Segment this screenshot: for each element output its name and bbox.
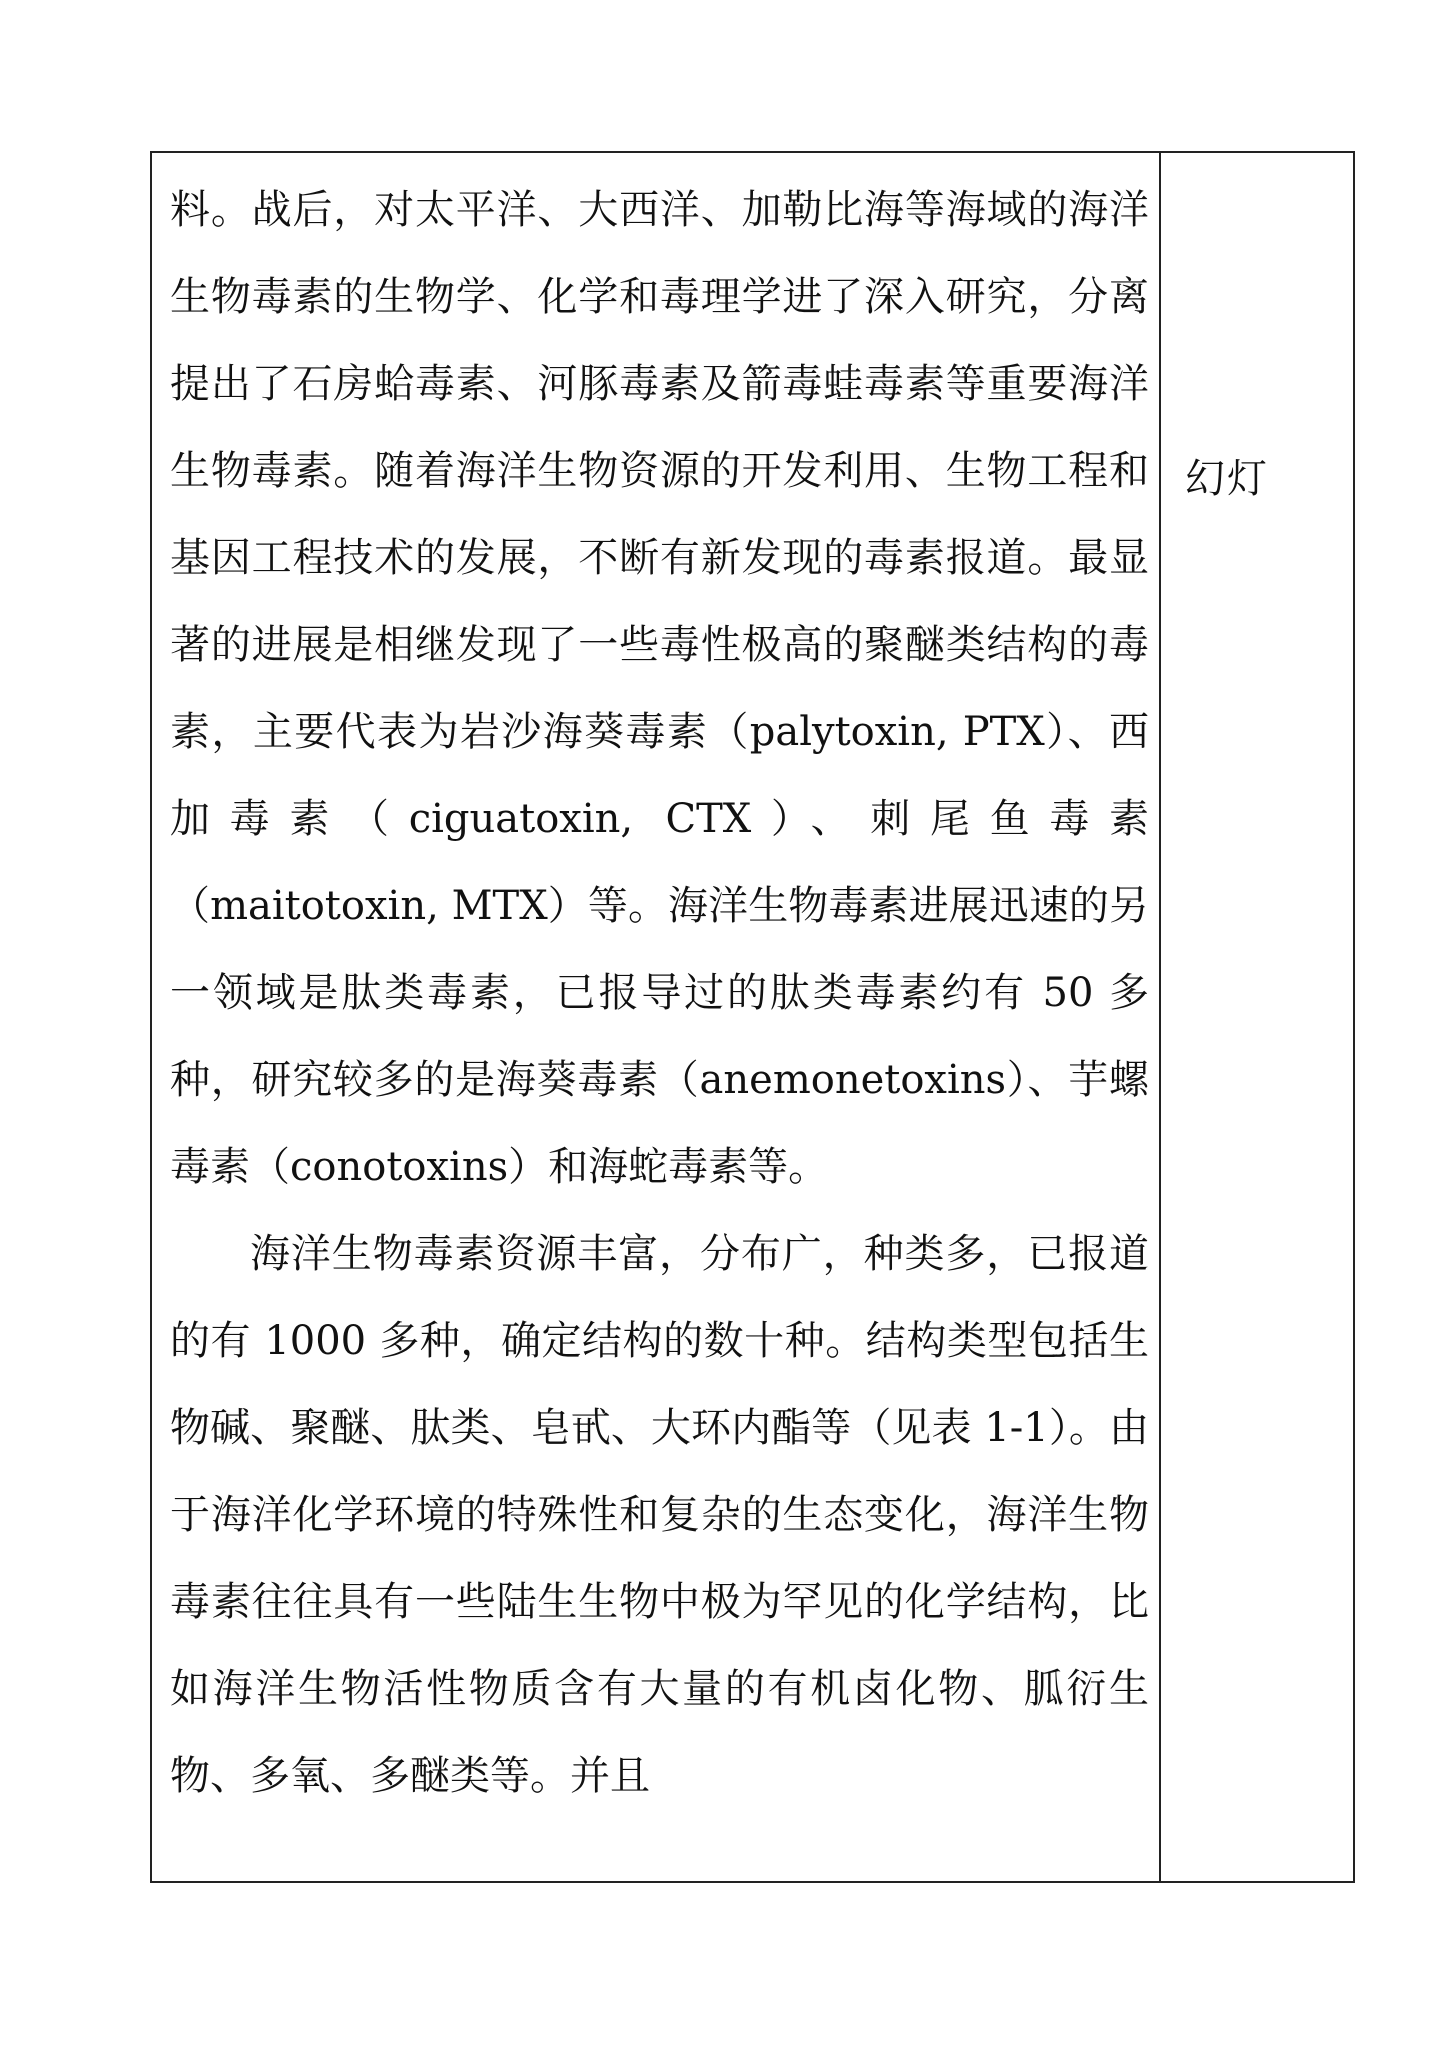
side-label: 幻灯 [1185,456,1269,502]
lesson-table [150,151,1355,1883]
paragraph-resources: 海洋生物毒素资源丰富，分布广，种类多，已报道的有 1000 多种，确定结构的数十种。结构类型包括生物碱、聚醚、肽类、皂甙、大环内酯等（见表 1-1）。由于海洋化学环境的特殊性和复杂的生态变化，海洋生物毒素往往具有一些陆生生物中极为罕见的化学结构，比如海洋生物活性物质含有大量的有机卤化物、胍衍生物、多氧、多醚类等。并且 [170,1231,1149,1799]
content-cell [152,153,1161,1881]
paragraph-continued: 料。战后，对太平洋、大西洋、加勒比海等海域的海洋生物毒素的生物学、化学和毒理学进了深入研究，分离提出了石房蛤毒素、河豚毒素及箭毒蛙毒素等重要海洋生物毒素。随着海洋生物资源的开发利用、生物工程和基因工程技术的发展，不断有新发现的毒素报道。最显著的进展是相继发现了一些毒性极高的聚醚类结构的毒素，主要代表为岩沙海葵毒素（palytoxin, PTX）、西加毒素（ciguatoxin, CTX）、刺尾鱼毒素（maitotoxin, MTX）等。海洋生物毒素进展迅速的另一领域是肽类毒素，已报导过的肽类毒素约有 50 多种，研究较多的是海葵毒素（anemonetoxins）、芋螺毒素（conotoxins）和海蛇毒素等。 [170,187,1149,1190]
side-cell [1161,153,1353,1881]
